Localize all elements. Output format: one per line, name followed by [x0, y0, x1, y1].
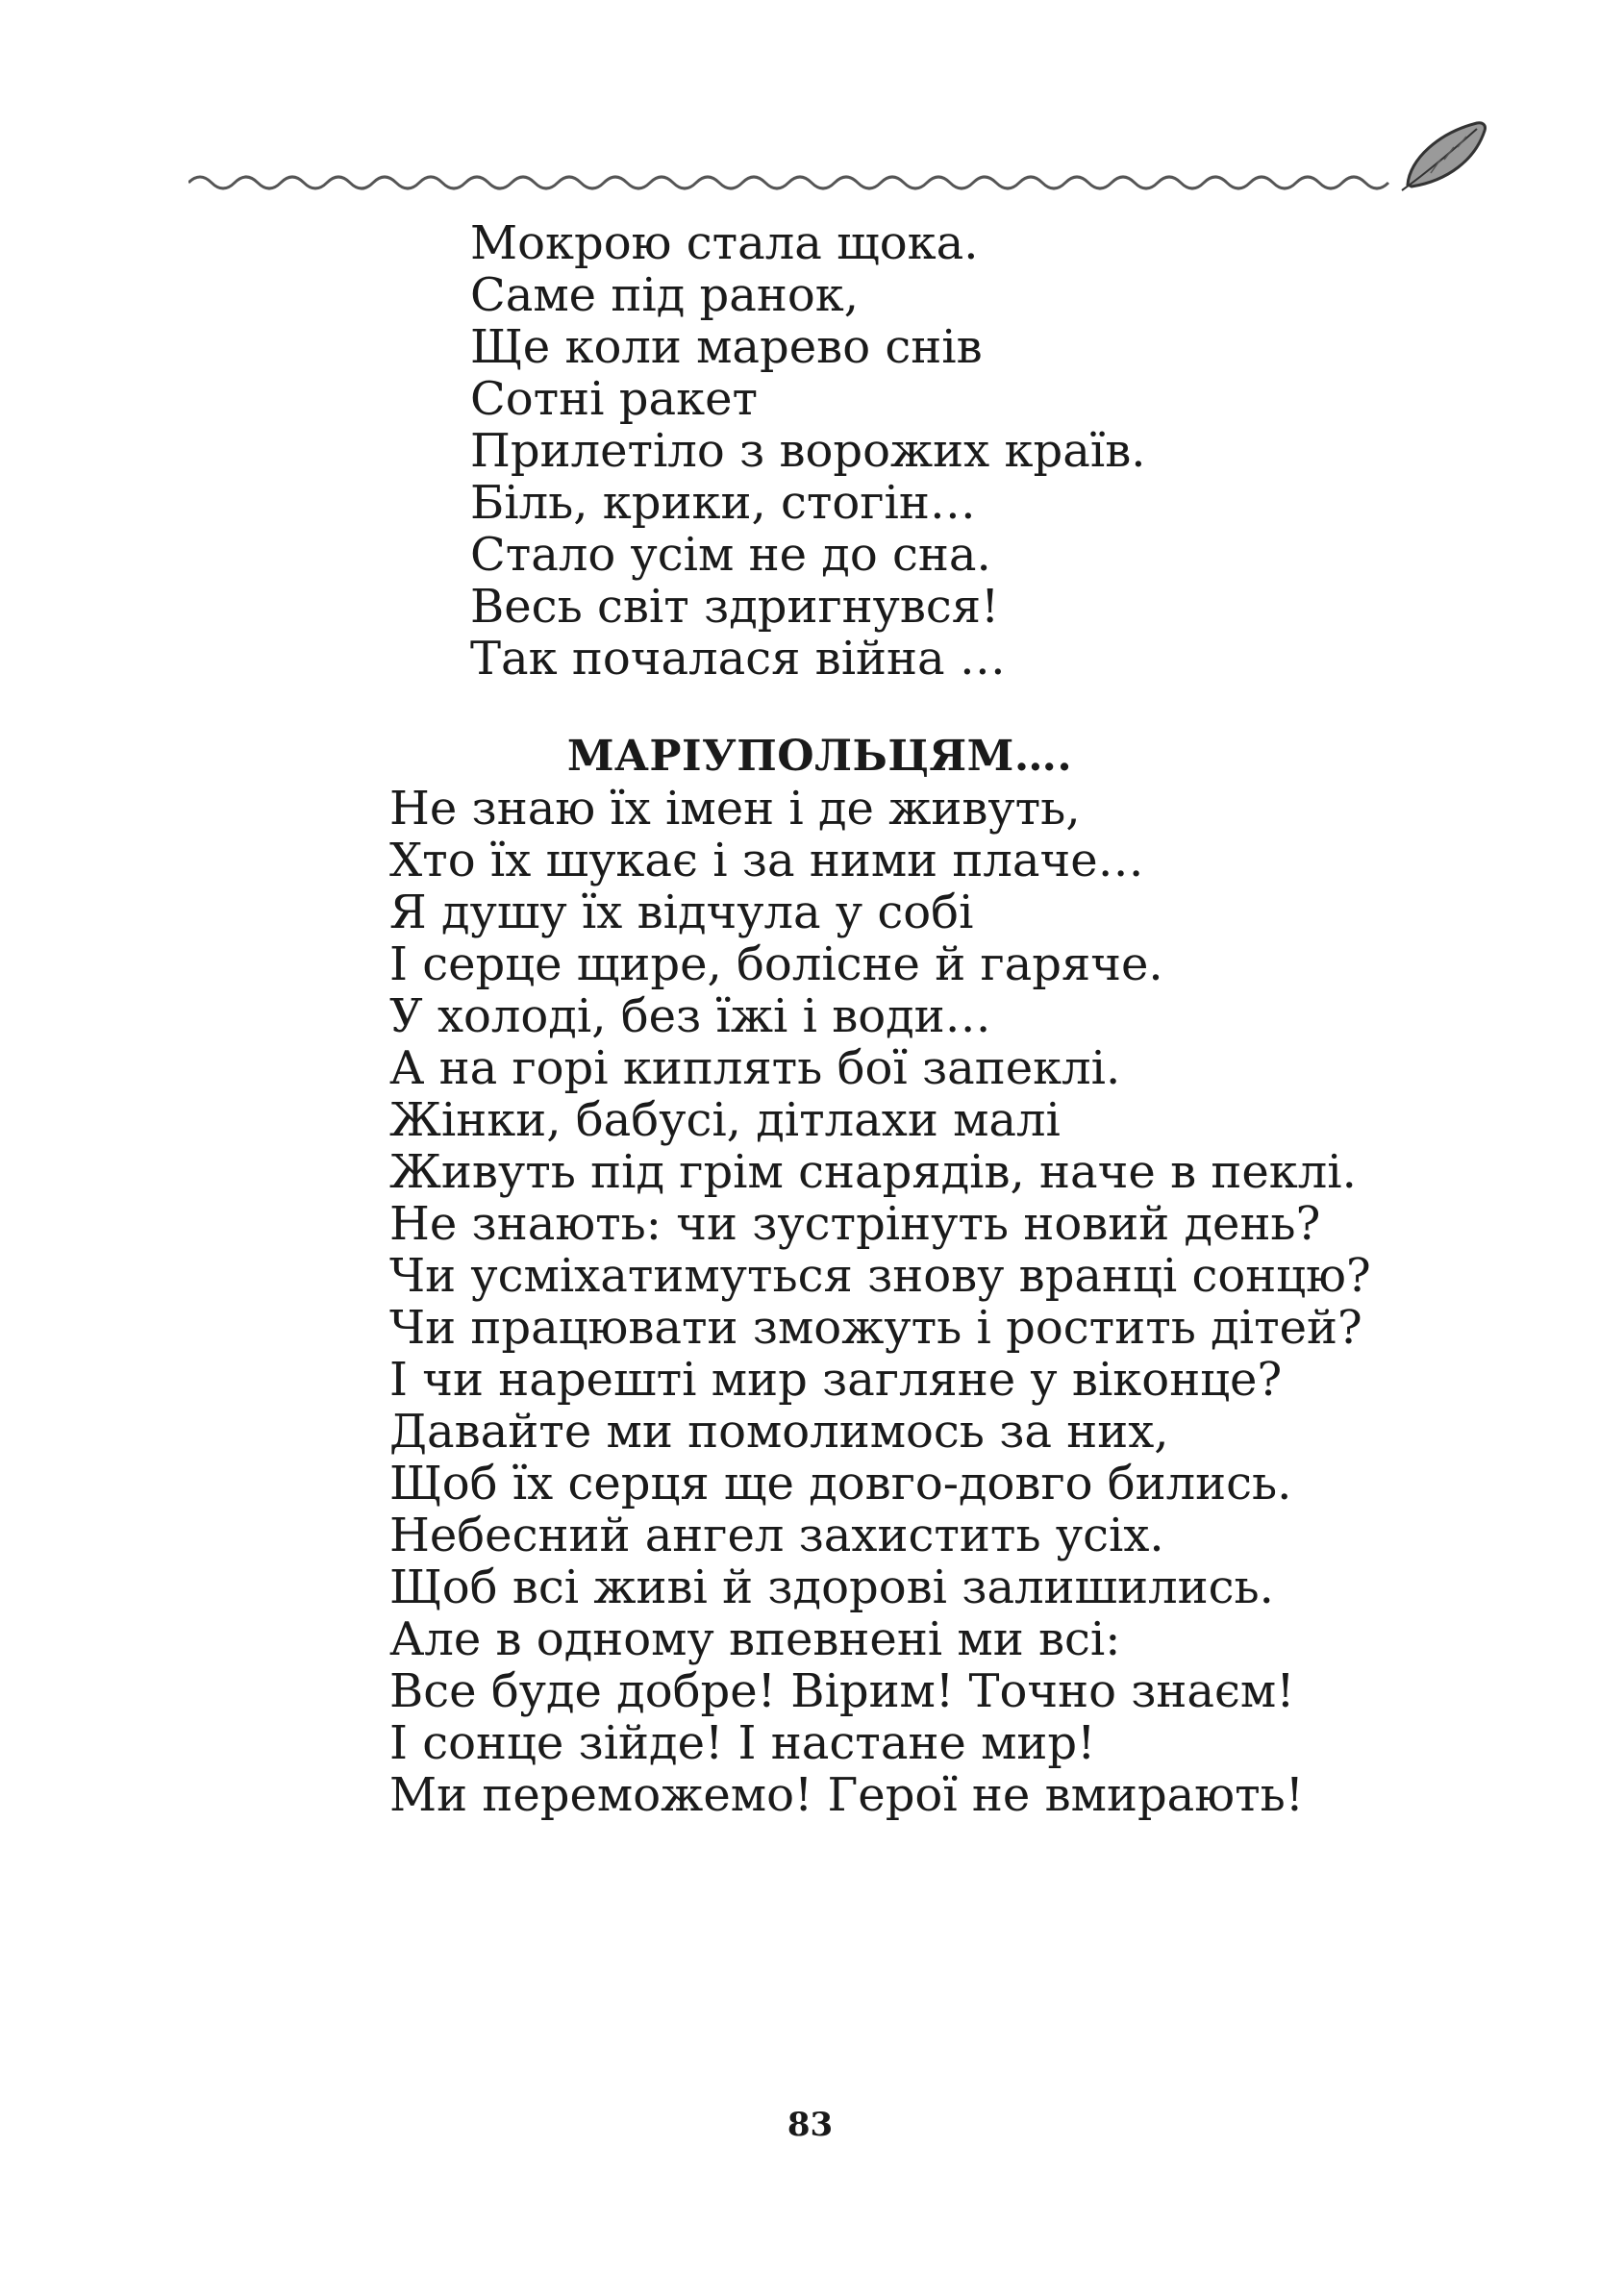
poem-line: Ми переможемо! Герої не вмирають! — [389, 1768, 1305, 1822]
poem-line: Щоб всі живі й здорові залишились. — [389, 1560, 1274, 1614]
page-number: 83 — [787, 2106, 834, 2144]
poem-line: Саме під ранок, — [470, 268, 859, 322]
poem-line: Але в одному впевнені ми всі: — [389, 1612, 1121, 1666]
poem-line: Я душу їх відчула у собі — [389, 886, 974, 939]
poem-stanza-war-begins — [470, 217, 1145, 685]
poem-line: Біль, крики, стогін… — [470, 476, 976, 530]
poem-line: Давайте ми помолимось за них, — [389, 1405, 1169, 1459]
poem-line: Прилетіло з ворожих країв. — [470, 424, 1146, 478]
wavy-rule — [188, 177, 1388, 188]
poem-title: МАРІУПОЛЬЦЯМ…. — [566, 732, 1073, 781]
poem-line: І сонце зійде! І настане мир! — [389, 1716, 1096, 1770]
poem-line: Чи працювати зможуть і ростить дітей? — [389, 1301, 1362, 1355]
wave-line-with-feather-icon — [188, 113, 1496, 210]
poem-line: Так почалася війна … — [470, 632, 1006, 686]
poem-line: І серце щире, болісне й гаряче. — [389, 937, 1163, 991]
poem-stanza-mariupol — [389, 783, 1371, 1821]
poem-line: Все буде добре! Вірим! Точно знаєм! — [389, 1664, 1295, 1718]
poem-line: Не знають: чи зустрінуть новий день? — [389, 1197, 1321, 1251]
poem-line: Мокрою стала щока. — [470, 216, 979, 270]
poem-line: Щоб їх серця ще довго-довго бились. — [389, 1457, 1292, 1511]
poem-line: Небесний ангел захистить усіх. — [389, 1509, 1164, 1562]
poem-line: У холоді, без їжі і води… — [389, 989, 991, 1043]
poem-line: Весь світ здригнувся! — [470, 580, 1000, 634]
poem-line: Хто їх шукає і за ними плаче… — [389, 834, 1144, 887]
poem-line: І чи нарешті мир загляне у віконце? — [389, 1353, 1283, 1407]
poem-line: А на горі киплять бої запеклі. — [389, 1041, 1121, 1095]
poem-line: Живуть під грім снарядів, наче в пеклі. — [389, 1145, 1357, 1199]
poem-line: Жінки, бабусі, дітлахи малі — [389, 1093, 1061, 1147]
poem-line: Не знаю їх імен і де живуть, — [389, 782, 1081, 836]
poem-line: Чи усміхатимуться знову вранці сонцю? — [389, 1249, 1371, 1303]
poem-line: Стало усім не до сна. — [470, 528, 991, 582]
poem-line: Сотні ракет — [470, 372, 759, 426]
poem-line: Ще коли марево снів — [470, 320, 983, 374]
feather-icon — [1402, 123, 1486, 190]
